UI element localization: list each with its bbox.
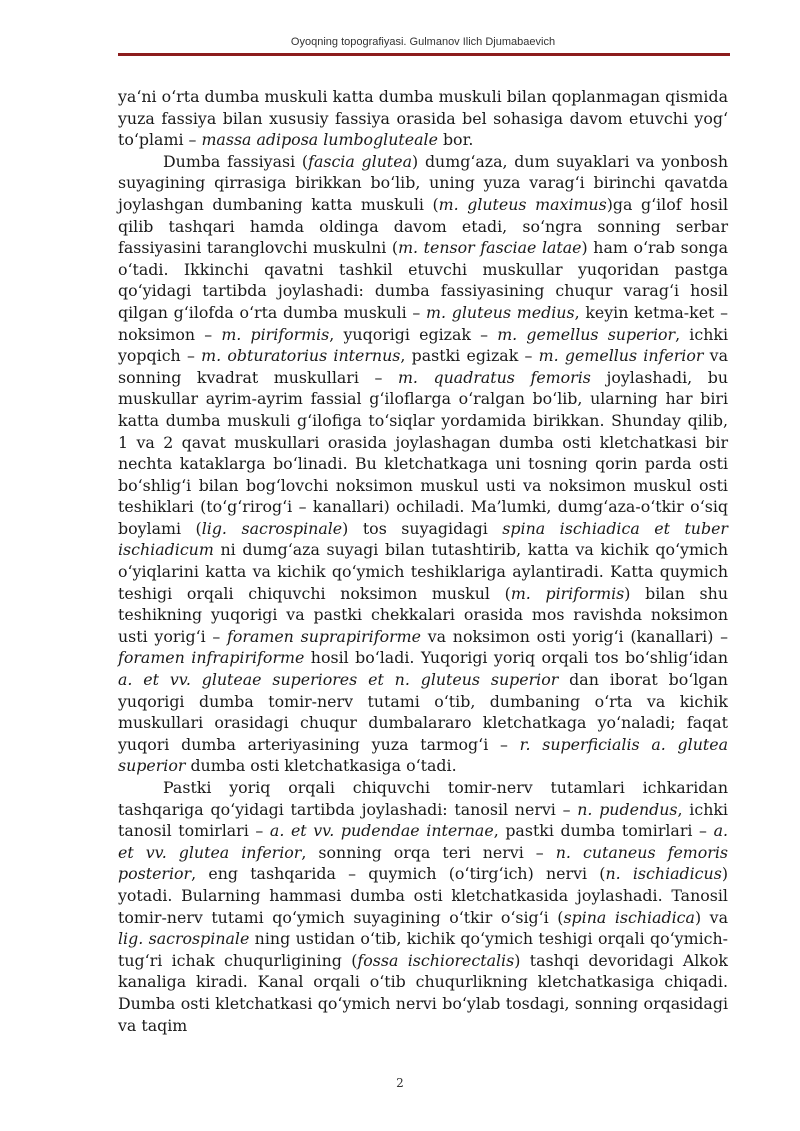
- text-run: ni dumg‘aza suyagi bilan tutashtirib, katta va kichik qo‘ymich o‘yiqlarini katta va kichik qo‘ymich teshiklariga aylantiradi. Katta quymich teshigi orqali chiquvchi noksimon muskul (: [118, 540, 728, 603]
- latin-term: m. obturatorius internus: [201, 346, 401, 366]
- text-run: va noksimon osti yorig‘i (kanallari) –: [420, 626, 728, 646]
- text-run: , keyin ketma-ket – noksimon –: [118, 302, 729, 344]
- latin-term: lig. sacrospinale: [118, 929, 250, 949]
- running-header: Oyoqning topografiyasi. Gulmanov Ilich Djumabaevich: [290, 36, 556, 48]
- paragraph: [118, 777, 728, 1036]
- header-rule: [118, 53, 730, 56]
- text-run: ) yotadi. Bularning hammasi dumba osti kletchatkasida joylashadi. Tanosil tomir-nerv tutami qo‘ymich suyagining o‘tkir o‘sig‘i (: [118, 864, 728, 927]
- text-run: Dumba fassiyasi (: [163, 151, 309, 171]
- text-run: ) bilan shu teshikning yuqorigi va pastki chekkalari orasida mos ravishda noksimon usti yorig‘i –: [118, 583, 729, 646]
- latin-term: foramen infrapiriforme: [118, 648, 305, 668]
- latin-term: a. et vv. pudendae internae: [269, 821, 494, 841]
- latin-term: m. tensor fasciae latae: [398, 238, 582, 258]
- latin-term: r. superficialis a. glutea superior: [118, 734, 728, 776]
- text-run: bor.: [437, 130, 474, 150]
- latin-term: a. et vv. gluteae superiores et n. gluteus superior: [118, 670, 559, 690]
- text-run: dan iborat bo‘lgan yuqorigi dumba tomir-nerv tutami o‘tib, dumbaning o‘rta va kichik muskullari orasidagi chuqur dumbalararo kletchatkaga yo‘naladi; faqat yuqori dumba arteriyasining yuza tarmog‘i –: [118, 670, 728, 754]
- text-run: ning ustidan o‘tib, kichik qo‘ymich teshigi orqali qo‘ymich-tug‘ri ichak chuqurligining (: [118, 929, 728, 970]
- text-run: ) va: [694, 907, 728, 927]
- latin-term: fascia glutea: [308, 151, 413, 171]
- latin-term: a. et vv. glutea inferior: [118, 821, 729, 862]
- text-run: ya‘ni o‘rta dumba muskuli katta dumba muskuli bilan qoplanmagan qismida yuza fassiya bilan xususiy fassiya orasida bel sohasiga davom etuvchi yog‘ to‘plami –: [118, 87, 728, 150]
- paragraph: [118, 151, 728, 777]
- body-text: [118, 86, 728, 1036]
- latin-term: n. pudendus: [577, 799, 678, 819]
- text-run: , sonning orqa teri nervi –: [301, 842, 556, 862]
- text-run: dumba osti kletchatkasiga o‘tadi.: [185, 756, 457, 776]
- text-run: , ichki yopqich –: [118, 324, 728, 366]
- text-run: ) ham o‘rab songa o‘tadi. Ikkinchi qavatni tashkil etuvchi muskullar yuqoridan pastga qo‘yidagi tartibda joylashadi: dumba fassiyasining chuqur varag‘i hosil qilgan g‘ilofda o‘rta dumba muskuli –: [118, 238, 728, 322]
- latin-term: m. gluteus medius: [426, 302, 575, 322]
- latin-term: m. quadratus femoris: [397, 367, 591, 387]
- latin-term: n. cutaneus femoris posterior: [118, 842, 728, 884]
- latin-term: spina ischiadica et tuber ischiadicum: [118, 518, 728, 560]
- text-run: joylashadi, bu muskullar ayrim-ayrim fassial g‘iloflarga o‘ralgan bo‘lib, ularning har biri katta dumba muskuli g‘ilofiga to‘siqlar yordamida birikkan. Shunday qilib, 1 va 2 qavat muskullari orasida joylashagan dumba osti kletchatkasi bir nechta kataklarga bo‘linadi. Bu kletchatkaga uni tosning qorin parda osti bo‘shlig‘i bilan bog‘lovchi noksimon muskul usti va noksimon muskul osti teshiklari (to‘g‘rirog‘i – kanallari) ochiladi. Ma’lumki, dumg‘aza-o‘tkir o‘siq boylami (: [118, 367, 728, 538]
- latin-term: m. gluteus maximus: [438, 194, 607, 214]
- text-run: Pastki yoriq orqali chiquvchi tomir-nerv tutamlari ichkaridan tashqariga qo‘yidagi tartibda joylashadi: tanosil nervi –: [118, 778, 728, 819]
- text-run: ) tos suyagidagi: [342, 518, 503, 538]
- page-number: 2: [396, 1076, 404, 1090]
- latin-term: m. gemellus inferior: [538, 346, 704, 366]
- latin-term: lig. sacrospinale: [201, 518, 343, 538]
- latin-term: foramen suprapiriforme: [227, 626, 421, 646]
- text-run: ) tashqi devoridagi Alkok kanaliga kiradi. Kanal orqali o‘tib chuqurlikning kletchatkasiga chiqadi. Dumba osti kletchatkasi qo‘ymich nervi bo‘ylab tosdagi, sonning orqasidagi va taqim: [118, 950, 728, 1035]
- latin-term: fossa ischiorectalis: [357, 950, 515, 970]
- latin-term: m. piriformis: [510, 583, 625, 603]
- latin-term: m. piriformis: [221, 324, 330, 344]
- latin-term: n. ischiadicus: [605, 864, 722, 884]
- text-run: , eng tashqarida – quymich (o‘tirg‘ich) nervi (: [191, 864, 606, 884]
- text-run: , pastki egizak –: [400, 346, 539, 366]
- latin-term: spina ischiadica: [563, 907, 695, 927]
- text-run: , yuqorigi egizak –: [329, 324, 498, 344]
- text-run: , pastki dumba tomirlari –: [493, 821, 714, 841]
- paragraph: [118, 86, 728, 151]
- latin-term: m. gemellus superior: [497, 324, 676, 344]
- text-run: va sonning kvadrat muskullari –: [118, 346, 728, 387]
- text-run: , ichki tanosil tomirlari –: [118, 799, 728, 841]
- latin-term: massa adiposa lumbogluteale: [201, 130, 438, 150]
- text-run: ) dumg‘aza, dum suyaklari va yonbosh suyagining qirrasiga birikkan bo‘lib, uning yuza varag‘i birinchi qavatda joylashgan dumbaning katta muskuli (: [118, 151, 728, 214]
- text-run: )ga g‘ilof hosil qilib tashqari hamda oldinga davom etadi, so‘ngra sonning serbar fassiyasini taranglovchi muskulni (: [118, 194, 729, 258]
- text-run: hosil bo‘ladi. Yuqorigi yoriq orqali tos bo‘shlig‘idan: [304, 648, 728, 668]
